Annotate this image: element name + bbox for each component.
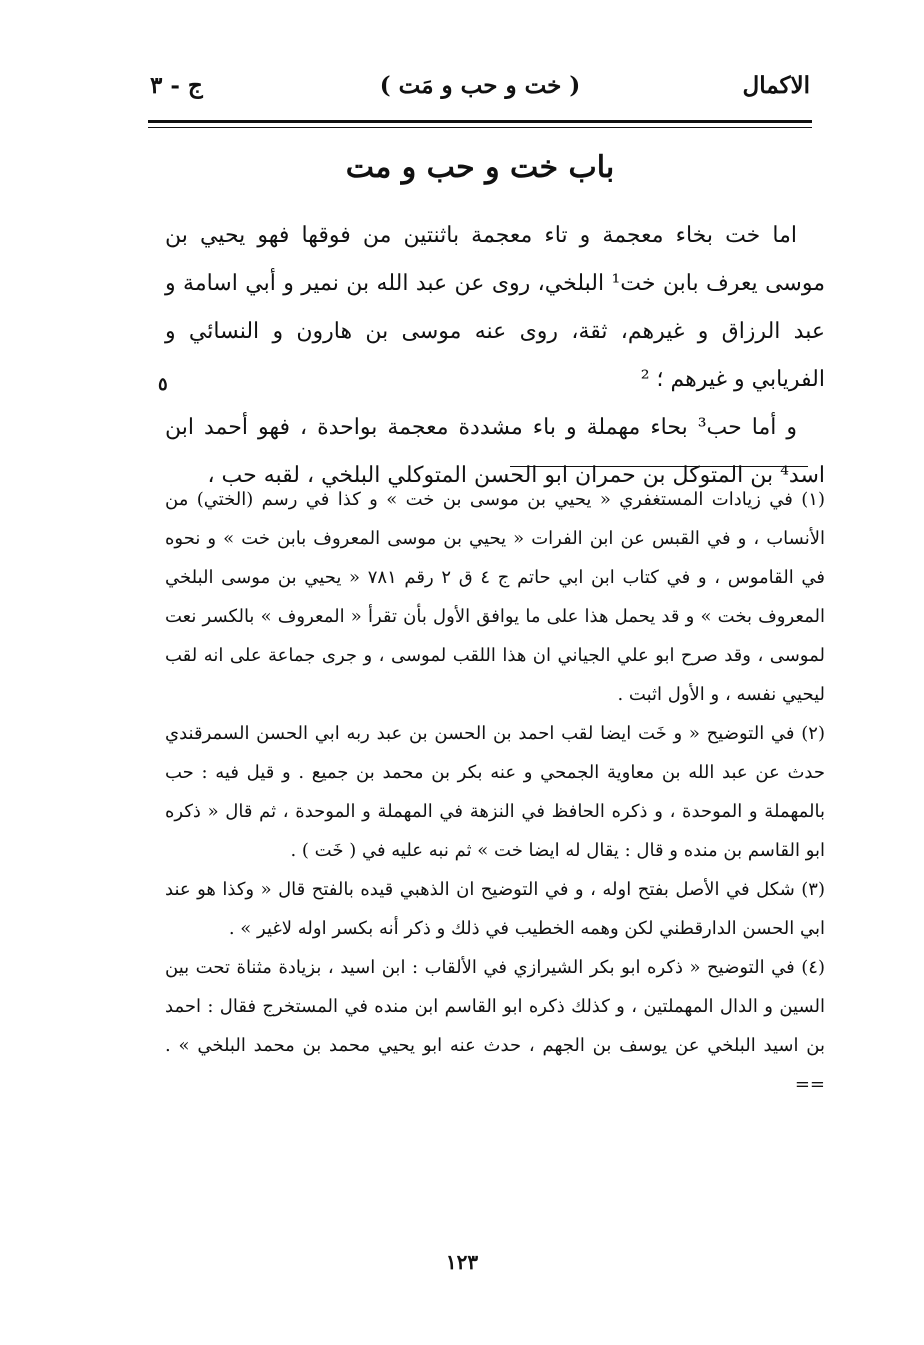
main-text [165,212,825,500]
header-divider [148,120,812,126]
running-head [150,72,810,114]
footnotes [165,480,825,1104]
paragraph-2: و أما حب³ بحاء مهملة و باء مشددة معجمة بواحدة ، فهو أحمد ابن اسد⁴ بن المتوكل بن حمران ابو الحسن المتوكلي البلخي ، لقبه حب ، [165,415,825,488]
footnote-1: (١) في زيادات المستغفري « يحيي بن موسى بن خت » و كذا في رسم (الختي) من الأنساب ، و في القبس عن ابن الفرات « يحيي بن موسى المعروف بابن خت » و نحوه في القاموس ، و في كتاب ابن ابي حاتم ج ٤ ق ٢ رقم ٧٨١ « يحيي بن موسى البلخي المعروف بخت » و قد يحمل هذا على ما يوافق الأول بأن تقرأ « المعروف » بالكسر نعت لموسى ، وقد صرح ابو علي الجياني ان هذا اللقب لموسى ، و جرى جماعة على انه لقب ليحيي نفسه ، و الأول اثبت . [165,489,825,705]
section-title: ( خت و حب و مَت ) [379,72,581,99]
paragraph-1: اما خت بخاء معجمة و تاء معجمة باثنتين من فوقها فهو يحيي بن موسى يعرف بابن خت¹ البلخي، روى عن عبد الله بن نمير و أبي اسامة و عبد الرزاق و غيرهم، ثقة، روى عنه موسى بن هارون و النسائي و الفريابي و غيرهم ؛ ² [165,223,825,392]
book-title: الاكمال [742,72,810,99]
page-number: ١٢٣ [445,1250,479,1274]
footnote-4: (٤) في التوضيح « ذكره ابو بكر الشيرازي في الألقاب : ابن اسيد ، بزيادة مثناة تحت بين السين و الدال المهملتين ، و كذلك ذكره ابو القاسم ابن منده في المستخرج فقال : احمد بن اسيد البلخي عن يوسف بن الجهم ، حدث عنه ابو يحيي محمد بن محمد البلخي » . == [165,957,825,1095]
line-number: ٥ [158,374,168,395]
chapter-title: باب خت و حب و مت [345,150,615,185]
footnote-3: (٣) شكل في الأصل بفتح اوله ، و في التوضيح ان الذهبي قيده بالفتح قال « وكذا هو عند ابي الحسن الدارقطني لكن وهمه الخطيب في ذلك و ذكر أنه بكسر اوله لاغير » . [165,879,825,939]
footnote-2: (٢) في التوضيح « و خَت ايضا لقب احمد بن الحسن بن عبد ربه ابي الحسن السمرقندي حدث عن عبد الله بن معاوية الجمحي و عنه بكر بن محمد بن جميع . و قيل فيه : حب بالمهملة و الموحدة ، و ذكره الحافظ في النزهة في المهملة و الموحدة ، ثم قال « ذكره ابو القاسم بن منده و قال : يقال له ايضا خت » ثم نبه عليه في ( خَت ) . [165,723,825,861]
volume-label: ج - ٣ [150,72,203,99]
footnote-divider [510,466,808,467]
